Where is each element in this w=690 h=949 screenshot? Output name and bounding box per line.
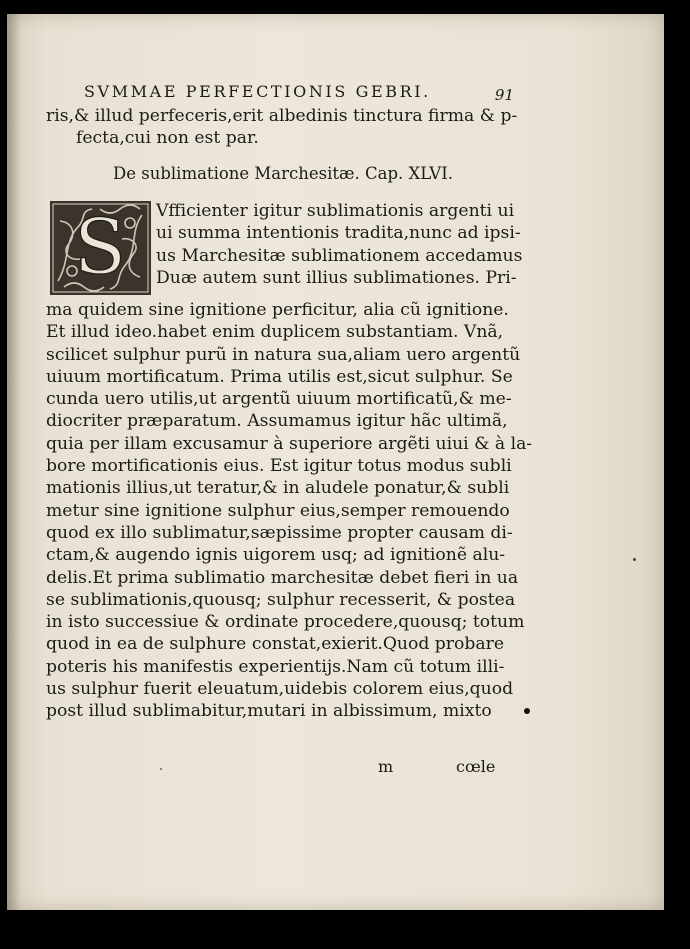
text-line: ris,& illud perfeceris,erit albedinis tinctura firma & p- xyxy=(46,106,518,126)
ink-spot xyxy=(524,708,530,714)
text-line: mationis illius,ut teratur,& in aludele ponatur,& subli xyxy=(46,478,510,499)
text-line: Vfficienter igitur sublimationis argenti ui xyxy=(156,201,515,221)
text-line: ma quidem sine ignitione perficitur, alia cũ ignitione. xyxy=(46,300,509,320)
continuation-text xyxy=(46,105,518,150)
text-line: bore mortificationis eius. Est igitur totus modus subli xyxy=(46,456,512,477)
text-line: ui summa intentionis tradita,nunc ad ipsi- xyxy=(156,223,521,244)
text-line: se sublimationis,quousq; sulphur recesserit, & postea xyxy=(46,589,516,610)
text-line: uiuum mortificatum. Prima utilis est,sicut sulphur. Se xyxy=(46,366,513,387)
text-line: cunda uero utilis,ut argentũ uiuum mortificatũ,& me- xyxy=(46,389,512,410)
text-line: metur sine ignitione sulphur eius,semper remouendo xyxy=(46,500,510,521)
decorated-initial-S xyxy=(50,201,151,295)
text-line: ctam,& augendo ignis uigorem usq; ad ignitionẽ alu- xyxy=(46,545,506,566)
svg-text:S: S xyxy=(73,202,127,291)
text-line: poteris his manifestis experientijs.Nam cũ totum illi- xyxy=(46,656,505,677)
catchword: cœle xyxy=(456,757,496,776)
drop-cap-lines xyxy=(156,200,523,289)
text-line: Duæ autem sunt illius sublimationes. Pri- xyxy=(156,267,517,288)
running-head: SVMMAE PERFECTIONIS GEBRI. xyxy=(84,82,431,101)
ink-spot xyxy=(160,768,162,770)
ink-spot xyxy=(633,558,636,561)
text-line: fecta,cui non est par. xyxy=(76,128,259,149)
chapter-heading: De sublimatione Marchesitæ. Cap. XLVI. xyxy=(113,164,453,183)
body-text xyxy=(46,299,533,723)
page-header xyxy=(84,80,514,108)
signature-mark: m xyxy=(378,757,394,776)
text-line: us Marchesitæ sublimationem accedamus xyxy=(156,245,523,266)
text-line: diocriter præparatum. Assumamus igitur hãc ultimã, xyxy=(46,411,508,432)
text-line: delis.Et prima sublimatio marchesitæ debet fieri in ua xyxy=(46,567,519,588)
page-number: 91 xyxy=(494,86,514,104)
page-gutter-shadow xyxy=(7,14,21,910)
text-line: post illud sublimabitur,mutari in albissimum, mixto xyxy=(46,701,492,722)
text-line: quia per illam excusamur à superiore argẽti uiui & à la- xyxy=(46,433,533,454)
text-line: us sulphur fuerit eleuatum,uidebis colorem eius,quod xyxy=(46,679,514,700)
text-line: in isto successiue & ordinate procedere,quousq; totum xyxy=(46,612,525,633)
text-line: quod ex illo sublimatur,sæpissime propter causam di- xyxy=(46,522,513,543)
text-line: Et illud ideo.habet enim duplicem substantiam. Vnã, xyxy=(46,322,504,343)
text-line: scilicet sulphur purũ in natura sua,aliam uero argentũ xyxy=(46,344,521,365)
text-line: quod in ea de sulphure constat,exierit.Quod probare xyxy=(46,634,504,655)
